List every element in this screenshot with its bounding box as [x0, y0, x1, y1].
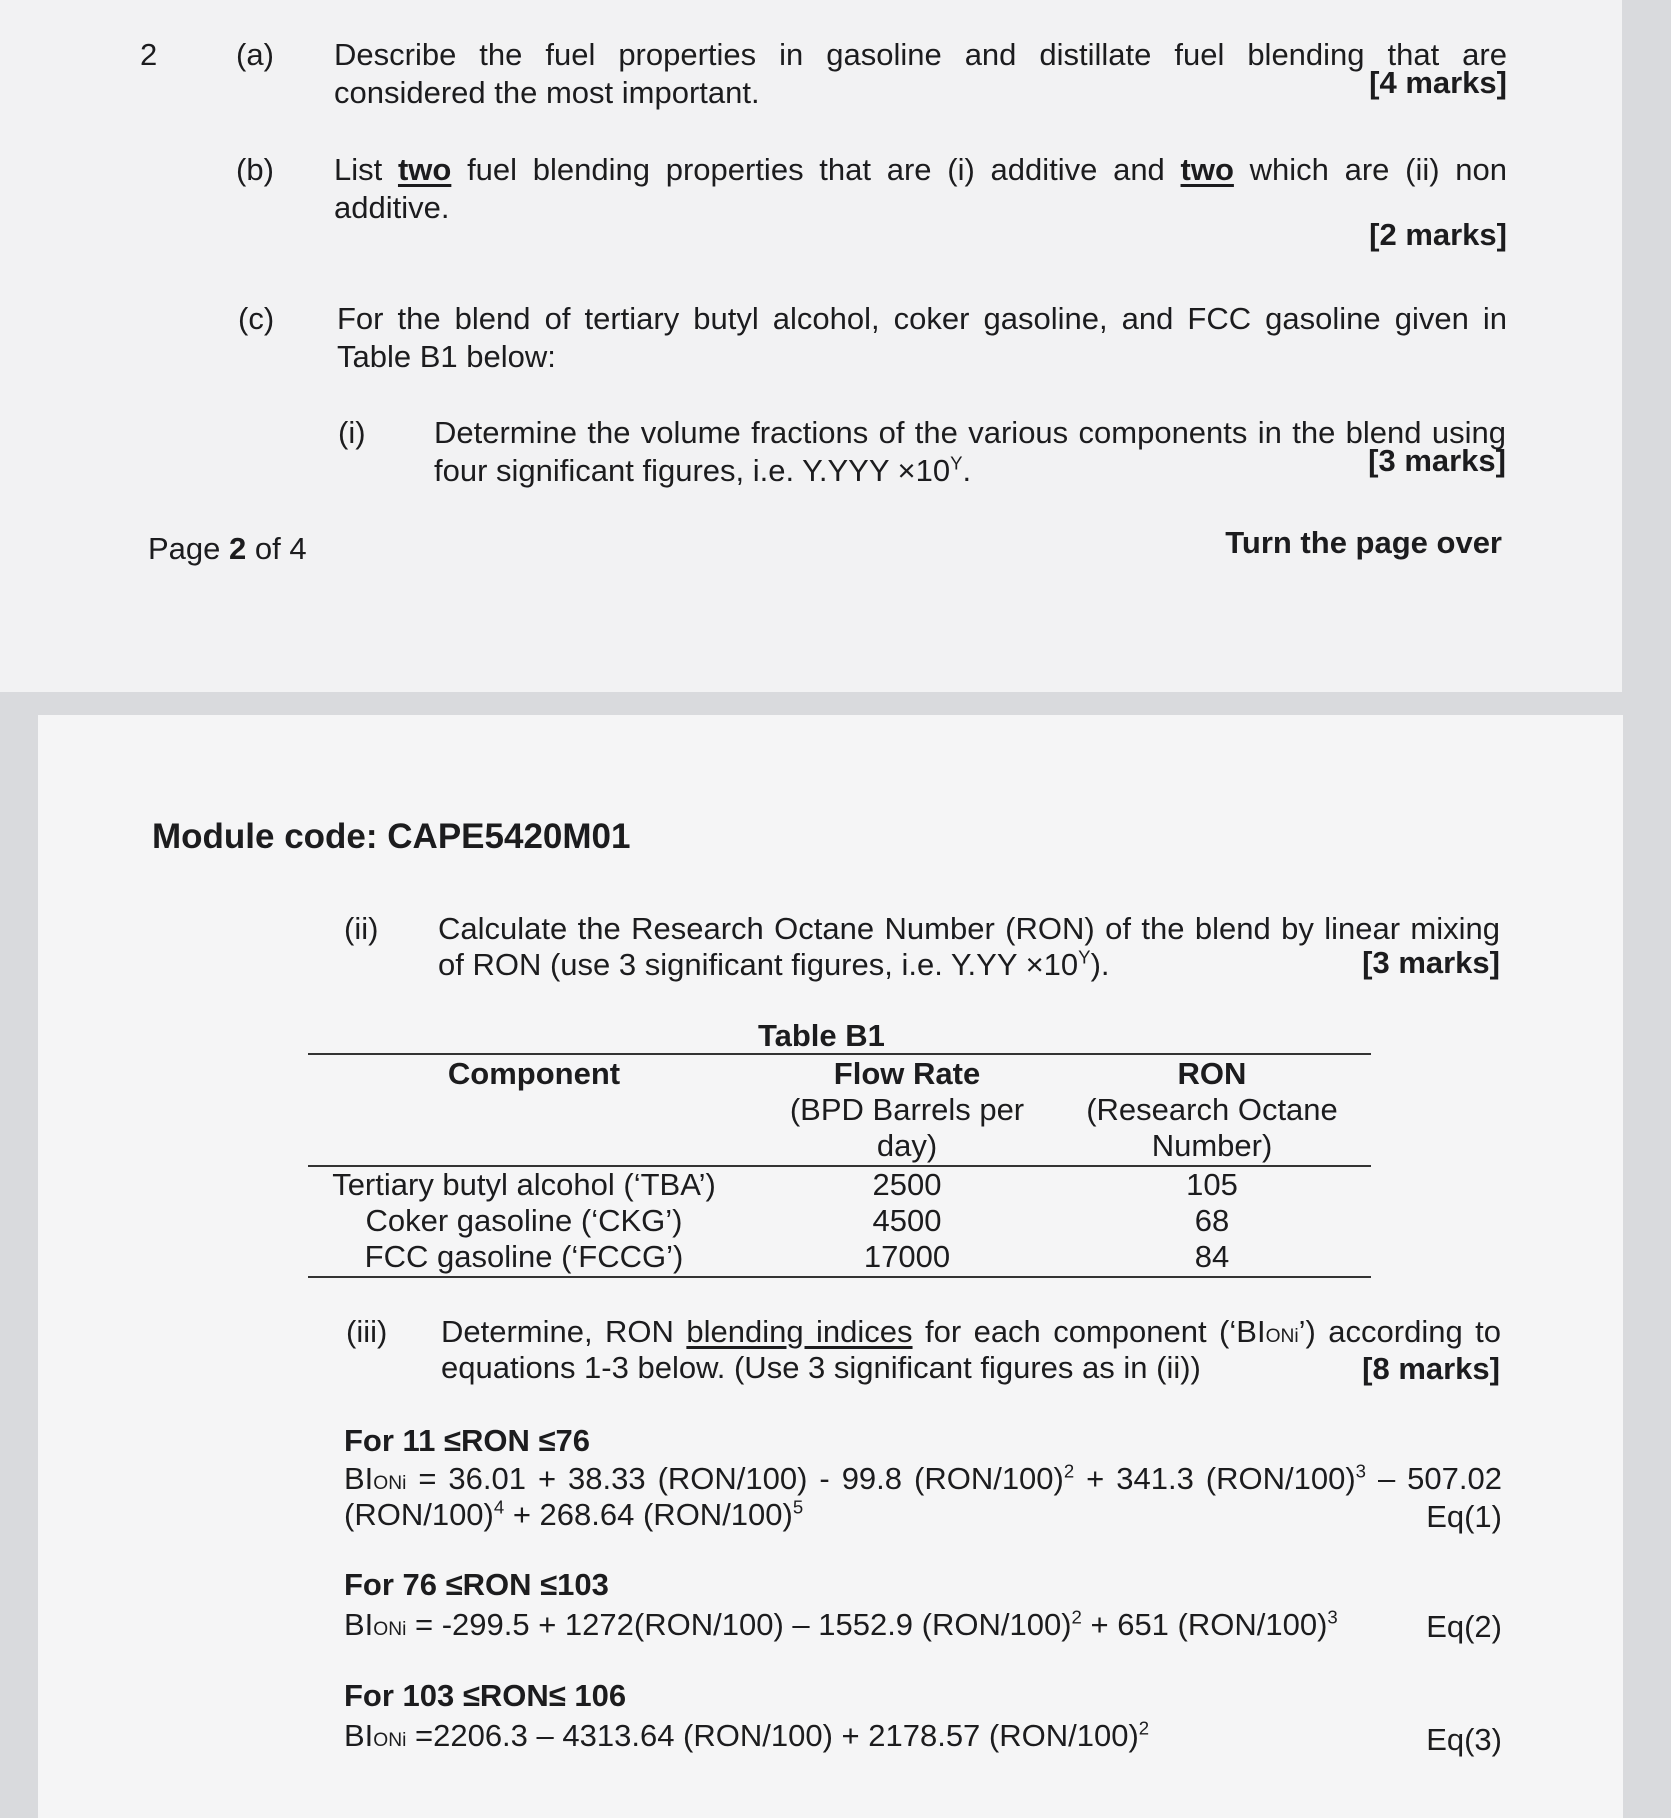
part-a-marks: [4 marks] [1369, 65, 1507, 100]
part-cii-text-line2: of RON (use 3 significant figures, i.e. $Y.YY \times 10^Y$). [438, 946, 1110, 982]
part-a-text-line1: Describe the fuel properties in gasoline and distillate fuel blending that are [334, 37, 1507, 72]
part-ciii-text-line1: Determine, RON blending indices for each component (‘BIONi’) according to [441, 1314, 1501, 1349]
table-row-component: Tertiary butyl alcohol (‘TBA’) [332, 1167, 716, 1202]
part-ciii-text-line2: equations 1-3 below. (Use 3 significant figures as in (ii)) [441, 1350, 1201, 1385]
eq3-tag: Eq(3) [1426, 1722, 1502, 1757]
col-header-ron: RON [1177, 1056, 1247, 1091]
part-cii-label: (ii) [344, 911, 379, 946]
module-code: Module code: CAPE5420M01 [152, 817, 631, 856]
col-header-ron-sub2: Number) [1151, 1128, 1273, 1163]
eq1-tag: Eq(1) [1426, 1499, 1502, 1534]
eq3-line: BIONi =2206.3 – 4313.64 (RON/100) + 2178.57 $(RON/100)^2$ [344, 1717, 1150, 1753]
turn-page-note: Turn the page over [1225, 525, 1502, 560]
col-header-flow-sub1: (BPD Barrels per [789, 1092, 1025, 1127]
col-header-ron-sub1: (Research Octane [1086, 1092, 1338, 1127]
part-c-text-line2: Table B1 below: [337, 339, 556, 374]
eq3-range-heading: For 103 ≤RON≤ 106 [344, 1678, 627, 1713]
eq2-range-heading: For 76 ≤RON ≤103 [344, 1567, 609, 1602]
table-row-component: FCC gasoline (‘FCCG’) [364, 1239, 684, 1274]
table-row-ron: 105 [1186, 1167, 1238, 1202]
part-a-text-line2: considered the most important. [334, 75, 760, 110]
table-row-ron: 68 [1194, 1203, 1230, 1238]
col-header-flow: Flow Rate [833, 1056, 981, 1091]
col-header-flow-sub2: day) [876, 1128, 938, 1163]
table-row-flow: 4500 [872, 1203, 942, 1238]
table-title: Table B1 [758, 1018, 885, 1053]
part-ciii-marks: [8 marks] [1362, 1351, 1500, 1386]
eq1-line1: BIONi = 36.01 + 38.33 (RON/100) - 99.8 $(RON/100)^2 + 341.3$ $(RON/100)^3 - 507.02$ [344, 1460, 1502, 1496]
table-row-component: Coker gasoline (‘CKG’) [365, 1203, 683, 1238]
question-number: 2 [140, 37, 158, 72]
part-b-text-line2: additive. [334, 190, 450, 225]
top-page-sheet [0, 0, 1622, 692]
part-b-text-line1: List two fuel blending properties that are (i) additive and two which are (ii) non [334, 152, 1508, 187]
part-a-label: (a) [236, 37, 274, 72]
part-ciii-label: (iii) [346, 1314, 388, 1349]
page-number: Page 2 of 4 [148, 531, 307, 566]
eq2-line: BIONi = -299.5 + 1272(RON/100) – 1552.9 $(RON/100)^2 + 651$ $(RON/100)^3$ [344, 1606, 1338, 1642]
eq2-tag: Eq(2) [1426, 1609, 1502, 1644]
eq1-line2: $(RON/100)^4 + 268.64$ $(RON/100)^5$ [344, 1496, 804, 1532]
part-c-text-line1: For the blend of tertiary butyl alcohol, coker gasoline, and FCC gasoline given in [337, 301, 1507, 336]
table-bottom-rule [308, 1276, 1371, 1278]
table-row-flow: 17000 [863, 1239, 951, 1274]
part-ci-label: (i) [338, 415, 366, 450]
part-cii-marks: [3 marks] [1362, 945, 1500, 980]
part-cii-text-line1: Calculate the Research Octane Number (RON) of the blend by linear mixing [438, 911, 1500, 946]
eq1-range-heading: For 11 ≤RON ≤76 [344, 1423, 590, 1458]
col-header-component: Component [447, 1056, 621, 1091]
part-b-label: (b) [236, 152, 274, 187]
part-c-label: (c) [238, 301, 275, 336]
part-ci-text-line2: four significant figures, i.e. $Y.YYY \times 10^Y$. [434, 452, 972, 488]
table-row-ron: 84 [1194, 1239, 1230, 1274]
part-b-marks: [2 marks] [1369, 217, 1507, 252]
part-ci-text-line1: Determine the volume fractions of the various components in the blend using [434, 415, 1506, 450]
part-ci-marks: [3 marks] [1368, 443, 1506, 478]
table-row-flow: 2500 [872, 1167, 942, 1202]
